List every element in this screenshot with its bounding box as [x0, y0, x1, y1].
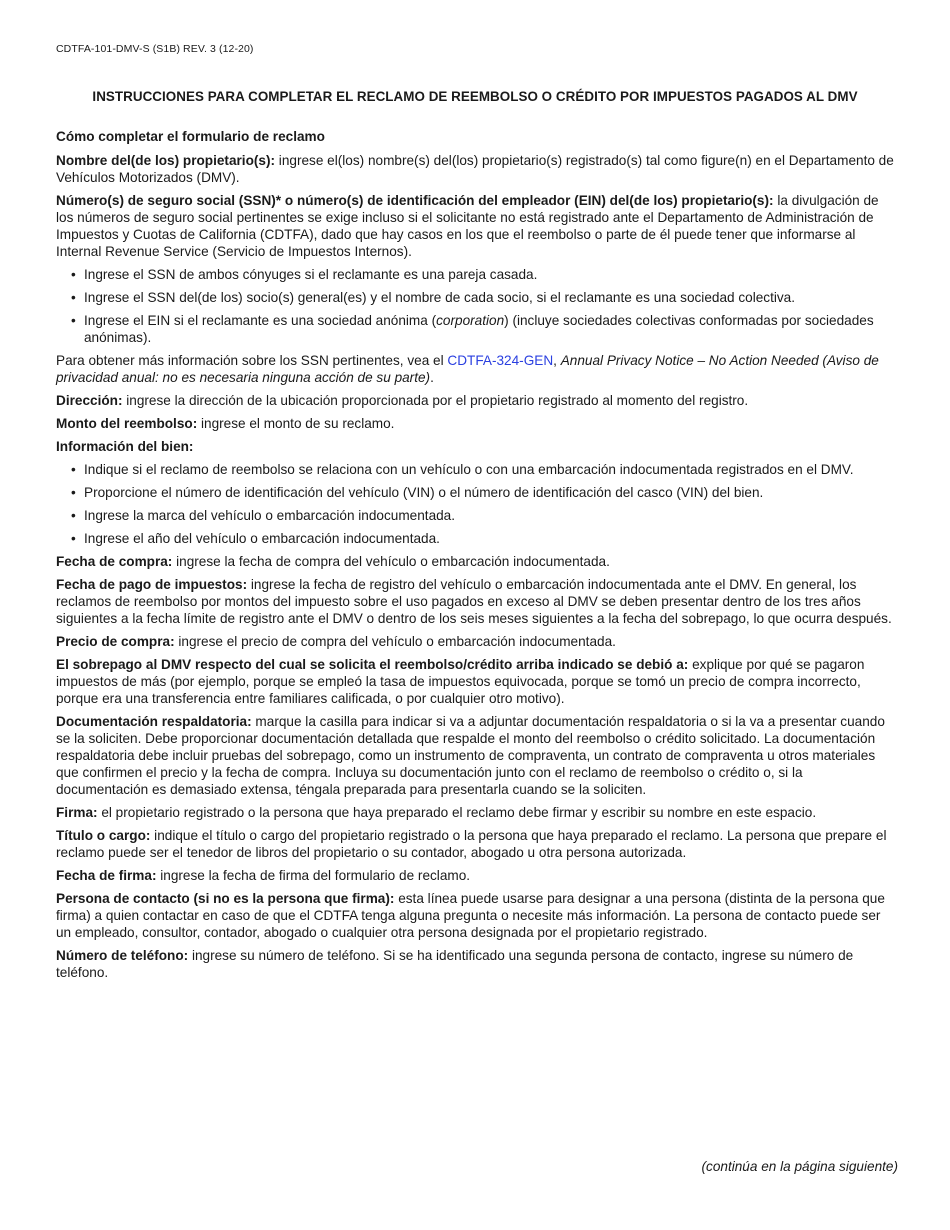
address-text: ingrese la dirección de la ubicación proporcionada por el propietario registrado al momento del registro. [122, 393, 749, 408]
phone-instruction [56, 947, 898, 981]
bullet-glyph: • [71, 485, 76, 500]
list-item-text: Ingrese la marca del vehículo o embarcación indocumentada. [84, 508, 456, 523]
title-text: indique el título o cargo del propietario registrado o la persona que haya preparado el reclamo. La persona que prepare el reclamo puede ser el tenedor de libros del propietario o su contador, abogado u otra persona autorizada. [56, 828, 887, 860]
list-item [56, 289, 898, 306]
address-instruction [56, 392, 898, 409]
document-title: INSTRUCCIONES PARA COMPLETAR EL RECLAMO DE REEMBOLSO O CRÉDITO POR IMPUESTOS PAGADOS AL DMV [92, 89, 858, 104]
list-item-text: Proporcione el número de identificación del vehículo (VIN) o el número de identificación del casco (VIN) del bien. [84, 485, 764, 500]
address-label: Dirección: [56, 393, 123, 408]
overpayment-instruction [56, 656, 898, 707]
supporting-docs-label: Documentación respaldatoria: [56, 714, 252, 729]
corporation-term: corporation [436, 313, 505, 328]
bullet-glyph: • [71, 290, 76, 305]
bullet-glyph: • [71, 267, 76, 282]
title-label: Título o cargo: [56, 828, 151, 843]
ssn-text: la divulgación de los números de seguro social pertinentes se exige incluso si el solicitante no está registrado ante el Departamento de Administración de Impuestos y Cuotas de California (CDTFA), dado que hay casos en los que el reembolso o parte de él puede tener que informarse al Internal Revenue Service (Servicio de Impuestos Internos). [56, 193, 879, 259]
list-item-text: ) (incluye sociedades colectivas conformadas por sociedades anónimas). [84, 313, 874, 345]
list-item [56, 507, 898, 524]
ssn-label: Número(s) de seguro social (SSN)* o número(s) de identificación del empleador (EIN) del(de los) propietario(s): [56, 193, 774, 208]
owner-name-label: Nombre del(de los) propietario(s): [56, 153, 276, 168]
list-item [56, 266, 898, 283]
tax-payment-date-instruction [56, 576, 898, 627]
overpayment-label: El sobrepago al DMV respecto del cual se solicita el reembolso/crédito arriba indicado se debió a: [56, 657, 689, 672]
list-item-text: Ingrese el SSN de ambos cónyuges si el reclamante es una pareja casada. [84, 267, 538, 282]
signature-text: el propietario registrado o la persona que haya preparado el reclamo debe firmar y escribir su nombre en este espacio. [97, 805, 817, 820]
ssn-instruction [56, 192, 898, 260]
signature-label: Firma: [56, 805, 98, 820]
cdtfa-324-gen-link[interactable]: CDTFA-324-GEN [447, 353, 554, 368]
bullet-glyph: • [71, 462, 76, 477]
supporting-docs-instruction [56, 713, 898, 798]
owner-name-instruction [56, 152, 898, 186]
contact-person-text: esta línea puede usarse para designar a una persona (distinta de la persona que firma) a quien contactar en caso de que el CDTFA tenga alguna pregunta o necesite más información. La persona de contacto puede ser un empleado, consultor, contador, abogado o cualquier otra persona designada por el propietario registrado. [56, 891, 885, 940]
form-id: CDTFA-101-DMV-S (S1B) REV. 3 (12-20) [56, 43, 254, 55]
privacy-period: . [430, 370, 434, 385]
continued-note: (continúa en la página siguiente) [701, 1159, 898, 1174]
overpayment-text: explique por qué se pagaron impuestos de más (por ejemplo, porque se empleó la tasa de impuestos equivocada, porque se tomó un precio de compra incorrecto, porque era una transferencia entre familiares calificada, o por cualquier otro motivo). [56, 657, 865, 706]
purchase-date-instruction [56, 553, 898, 570]
privacy-separator: , [553, 353, 561, 368]
tax-payment-date-label: Fecha de pago de impuestos: [56, 577, 248, 592]
list-item-text: Indique si el reclamo de reembolso se relaciona con un vehículo o con una embarcación indocumentada registrados en el DMV. [84, 462, 854, 477]
signature-instruction [56, 804, 898, 821]
purchase-price-instruction [56, 633, 898, 650]
bullet-glyph: • [71, 313, 76, 328]
purchase-date-label: Fecha de compra: [56, 554, 173, 569]
list-item-text: Ingrese el EIN si el reclamante es una sociedad anónima ( [84, 313, 437, 328]
signature-date-label: Fecha de firma: [56, 868, 157, 883]
instructions-body [56, 128, 898, 987]
contact-person-instruction [56, 890, 898, 941]
supporting-docs-text: marque la casilla para indicar si va a adjuntar documentación respaldatoria o si la va a presentar cuando se la soliciten. Debe proporcionar documentación detallada que respalde el monto del reembolso o crédito solicitado. La documentación respaldatoria debe incluir pruebas del sobrepago, como un instrumento de compraventa, un contrato de compraventa u otros materiales que confirmen el precio y la fecha de compra. Incluya su documentación junto con el reclamo de reembolso o crédito o, si la documentación es demasiado extensa, téngala preparada para presentarla cuando se la soliciten. [56, 714, 885, 797]
refund-amount-text: ingrese el monto de su reclamo. [197, 416, 395, 431]
list-item [56, 312, 898, 346]
list-item-text: Ingrese el año del vehículo o embarcación indocumentada. [84, 531, 440, 546]
signature-date-instruction [56, 867, 898, 884]
signature-date-text: ingrese la fecha de firma del formulario de reclamo. [156, 868, 471, 883]
privacy-note [56, 352, 898, 386]
bullet-glyph: • [71, 508, 76, 523]
purchase-price-label: Precio de compra: [56, 634, 175, 649]
list-item [56, 484, 898, 501]
purchase-date-text: ingrese la fecha de compra del vehículo o embarcación indocumentada. [172, 554, 610, 569]
list-item [56, 461, 898, 478]
privacy-text: Para obtener más información sobre los SSN pertinentes, vea el [56, 353, 448, 368]
owner-name-text: ingrese el(los) nombre(s) del(los) propietario(s) registrado(s) tal como figure(n) en el Departamento de Vehículos Motorizados (DMV). [56, 153, 894, 185]
refund-amount-label: Monto del reembolso: [56, 416, 198, 431]
property-bullet-list [56, 461, 898, 547]
contact-person-label: Persona de contacto (si no es la persona que firma): [56, 891, 395, 906]
phone-text: ingrese su número de teléfono. Si se ha identificado una segunda persona de contacto, ingrese su número de teléfono. [56, 948, 854, 980]
privacy-notice-title: Annual Privacy Notice – No Action Needed (Aviso de privacidad anual: no es necesaria ninguna acción de su parte) [56, 353, 879, 385]
title-instruction [56, 827, 898, 861]
tax-payment-date-text: ingrese la fecha de registro del vehículo o embarcación indocumentada ante el DMV. En general, los reclamos de reembolso por montos del impuesto sobre el uso pagados en exceso al DMV se deben presentar dentro de los tres años siguientes a la fecha límite de registro ante el DMV o dentro de los seis meses siguientes a la fecha del sobrepago, lo que ocurra después. [56, 577, 892, 626]
bullet-glyph: • [71, 531, 76, 546]
list-item [56, 530, 898, 547]
section-heading: Cómo completar el formulario de reclamo [56, 129, 325, 144]
ssn-bullet-list [56, 266, 898, 346]
phone-label: Número de teléfono: [56, 948, 189, 963]
purchase-price-text: ingrese el precio de compra del vehículo o embarcación indocumentada. [174, 634, 616, 649]
refund-amount-instruction [56, 415, 898, 432]
list-item-text: Ingrese el SSN del(de los) socio(s) general(es) y el nombre de cada socio, si el reclamante es una sociedad colectiva. [84, 290, 796, 305]
property-info-label: Información del bien: [56, 439, 194, 454]
